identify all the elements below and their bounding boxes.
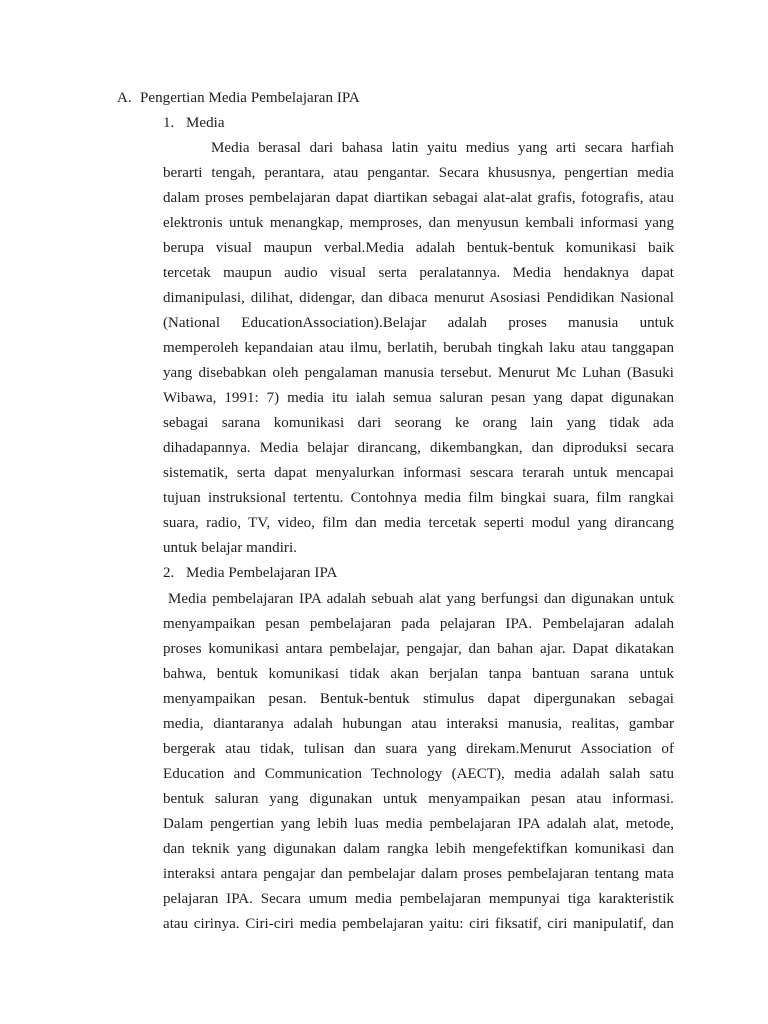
paragraph-line: Education and Communication Technology (AECT), media adalah salah satu: [163, 766, 674, 782]
paragraph-line: bergerak atau tidak, tulisan dan suara yang direkam.Menurut Association of: [163, 741, 674, 757]
paragraph-line: untuk belajar mandiri.: [163, 540, 297, 556]
paragraph-line: sebagai sarana komunikasi dari seorang ke orang lain yang tidak ada: [163, 415, 674, 431]
subsection-marker-1: 1.: [163, 115, 175, 131]
section-marker: A.: [117, 90, 132, 106]
paragraph-line: Media pembelajaran IPA adalah sebuah alat yang berfungsi dan digunakan untuk: [168, 591, 674, 607]
paragraph-line: atau cirinya. Ciri-ciri media pembelajaran yaitu: ciri fiksatif, ciri manipulatif, dan: [163, 916, 674, 932]
paragraph-line: berarti tengah, perantara, atau pengantar. Secara khususnya, pengertian media: [163, 165, 674, 181]
subsection-heading-2: [163, 564, 337, 582]
paragraph-line: Wibawa, 1991: 7) media itu ialah semua saluran pesan yang dapat digunakan: [163, 390, 674, 406]
paragraph-line: tercetak maupun audio visual serta peralatannya. Media hendaknya dapat: [163, 265, 674, 281]
section-title: Pengertian Media Pembelajaran IPA: [140, 90, 360, 106]
paragraph-line: tujuan instruksional tertentu. Contohnya media film bingkai suara, film rangkai: [163, 490, 674, 506]
paragraph-line: media, diantaranya adalah hubungan atau interaksi manusia, realitas, gambar: [163, 716, 674, 732]
paragraph-line: berupa visual maupun verbal.Media adalah bentuk-bentuk komunikasi baik: [163, 240, 674, 256]
paragraph-line: bahwa, bentuk komunikasi tidak akan berjalan tanpa bantuan sarana untuk: [163, 666, 674, 682]
paragraph-line: memperoleh kepandaian atau ilmu, berlatih, berubah tingkah laku atau tanggapan: [163, 340, 674, 356]
paragraph-line: sistematik, serta dapat menyalurkan informasi sescara terarah untuk mencapai: [163, 465, 674, 481]
subsection-title-2: Media Pembelajaran IPA: [186, 565, 338, 581]
paragraph-line: dan teknik yang digunakan dalam rangka lebih mengefektifkan komunikasi dan: [163, 841, 674, 857]
subsection-title-1: Media: [186, 115, 225, 131]
paragraph-line: (National EducationAssociation).Belajar adalah proses manusia untuk: [163, 315, 674, 331]
paragraph-line: Media berasal dari bahasa latin yaitu medius yang arti secara harfiah: [211, 140, 674, 156]
paragraph-line: suara, radio, TV, video, film dan media tercetak seperti modul yang dirancang: [163, 515, 674, 531]
paragraph-line: interaksi antara pengajar dan pembelajar dalam proses pembelajaran tentang mata: [163, 866, 674, 882]
paragraph-line: dalam proses pembelajaran dapat diartikan sebagai alat-alat grafis, fotografis, atau: [163, 190, 674, 206]
subsection-marker-2: 2.: [163, 565, 175, 581]
paragraph-line: Dalam pengertian yang lebih luas media pembelajaran IPA adalah alat, metode,: [163, 816, 674, 832]
paragraph-line: dihadapannya. Media belajar dirancang, dikembangkan, dan diproduksi secara: [163, 440, 674, 456]
paragraph-line: yang disebabkan oleh pengalaman manusia tersebut. Menurut Mc Luhan (Basuki: [163, 365, 674, 381]
paragraph-line: menyampaikan pesan. Bentuk-bentuk stimulus dapat dipergunakan sebagai: [163, 691, 674, 707]
paragraph-line: elektronis untuk menangkap, memproses, dan menyusun kembali informasi yang: [163, 215, 674, 231]
paragraph-line: dimanipulasi, dilihat, didengar, dan dibaca menurut Asosiasi Pendidikan Nasional: [163, 290, 674, 306]
paragraph-line: bentuk saluran yang digunakan untuk menyampaikan pesan atau informasi.: [163, 791, 674, 807]
paragraph-line: menyampaikan pesan pembelajaran pada pelajaran IPA. Pembelajaran adalah: [163, 616, 674, 632]
paragraph-line: pelajaran IPA. Secara umum media pembelajaran mempunyai tiga karakteristik: [163, 891, 674, 907]
subsection-heading-1: [163, 114, 225, 132]
section-heading: [117, 89, 360, 107]
paragraph-line: proses komunikasi antara pembelajar, pengajar, dan bahan ajar. Dapat dikatakan: [163, 641, 674, 657]
